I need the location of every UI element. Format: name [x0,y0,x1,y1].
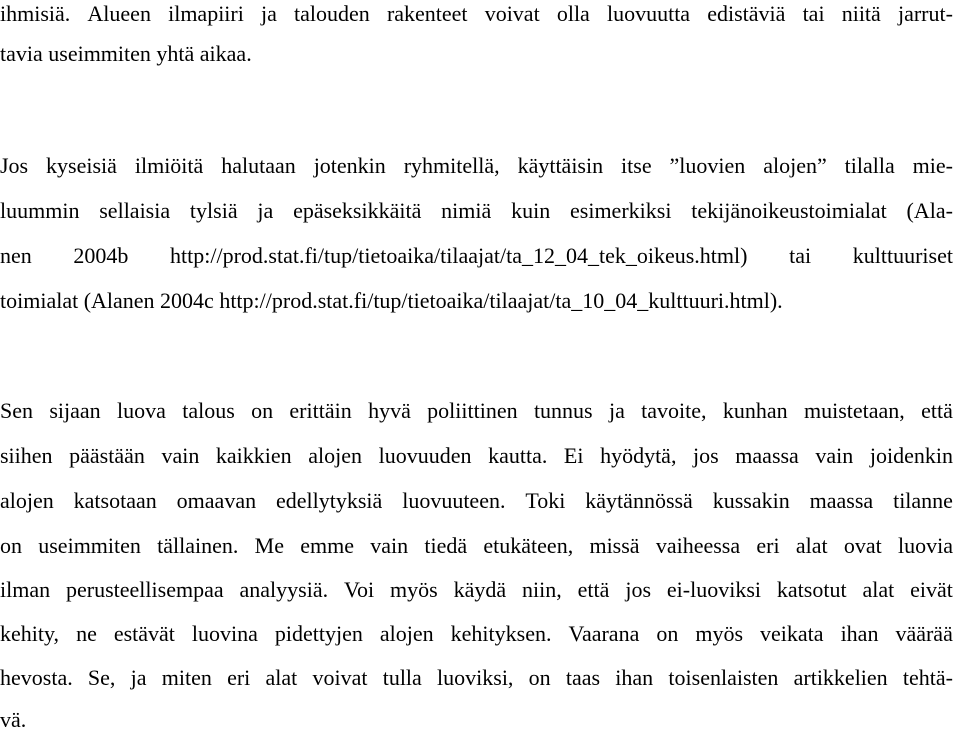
word: Se, [87,665,116,690]
word: ja [608,398,625,423]
word: Ei [563,443,584,468]
text-line [0,0,953,28]
word: hyödytä, [600,443,677,468]
text-line [0,152,953,180]
word: alojen [379,621,434,646]
word: pidettyjen [274,621,363,646]
word: alat [265,665,298,690]
word: jotenkin [313,153,386,178]
word: tulla [382,665,422,690]
word: analyysiä. [239,577,329,602]
word: Jos [0,153,29,178]
word: missä [589,533,640,558]
word: luoviksi, [437,665,514,690]
word: joidenkin [869,443,953,468]
text-line [0,576,953,604]
word: luovuuden [378,443,472,468]
word: erittäin [289,398,352,423]
word: että [577,577,610,602]
word: väärää [895,621,953,646]
word: toisenlaisten [668,665,779,690]
text-line: tavia useimmiten yhtä aikaa. [0,41,252,66]
word: kehityksen. [450,621,552,646]
word: halutaan [221,153,296,178]
word: taas [565,665,601,690]
word: ihmisiä. [0,1,71,26]
word: veikata [760,621,824,646]
word: maassa [735,443,799,468]
word: on [0,533,22,558]
word: on [656,621,679,646]
text-line [0,397,953,425]
word: useimmiten [38,533,141,558]
word: artikkelien [793,665,888,690]
word: ilman [0,577,51,602]
word: eri [227,665,251,690]
word: alat [795,533,828,558]
word: ovat [843,533,882,558]
word: katsotut [776,577,847,602]
word: emme [300,533,354,558]
word: poliittinen [427,398,518,423]
word: nimiä [441,198,492,223]
word: maassa [809,488,874,513]
word: sijaan [49,398,101,423]
word: luovia [897,533,953,558]
word: perusteellisempaa [66,577,224,602]
word: edellytyksiä [275,488,383,513]
word: (Ala- [906,198,953,223]
word: voivat [312,665,368,690]
word: myös [390,577,438,602]
word: Sen [0,398,33,423]
word: alojen [0,488,54,513]
word: hevosta. [0,665,73,690]
word: tai [789,243,812,268]
word: hyvä [368,398,411,423]
word: kyseisiä [46,153,117,178]
word: käyttäisin [517,153,604,178]
word: talouden [294,1,370,26]
word: estävät [113,621,175,646]
word: tehtä- [902,665,953,690]
word: on [251,398,274,423]
word: esimerkiksi [570,198,672,223]
word: kautta. [488,443,548,468]
word: mie- [912,153,953,178]
word: eivät [910,577,953,602]
word: Vaarana [568,621,640,646]
word: ja [130,665,147,690]
word: luovuuteen. [402,488,506,513]
text-line: vä. [0,707,27,732]
word: ilmapiiri [168,1,244,26]
word: tilalla [844,153,895,178]
word: kaikkien [215,443,292,468]
word: tavoite, [641,398,707,423]
word: vaiheessa [655,533,741,558]
text-line [0,620,953,648]
word: voivat [484,1,540,26]
text-line [0,197,953,225]
word: luummin [0,198,80,223]
word: että [921,398,953,423]
word: Voi [343,577,375,602]
word: sellaisia [99,198,171,223]
text-line [0,664,953,692]
word: päästään [69,443,145,468]
word: tilanne [893,488,953,513]
word: ilmiöitä [134,153,204,178]
word: http://prod.stat.fi/tup/tietoaika/tilaajat/ta_12_04_tek_oikeus.html) [170,243,748,268]
word: jos [693,443,719,468]
word: siihen [0,443,53,468]
word: kulttuuriset [852,243,953,268]
word: tiedä [424,533,468,558]
word: rakenteet [386,1,468,26]
word: kunhan [722,398,788,423]
word: luovina [191,621,258,646]
word: omaavan [176,488,257,513]
word: ryhmitellä, [403,153,500,178]
word: muistetaan, [803,398,905,423]
word: eri [756,533,780,558]
word: on [528,665,551,690]
word: jarrut- [897,1,953,26]
word: talous [182,398,235,423]
word: tunnus [533,398,593,423]
word: Alueen [87,1,151,26]
word: epäseksikkäitä [293,198,422,223]
text-line [0,242,953,270]
word: kuin [511,198,551,223]
word: etukäteen, [483,533,574,558]
word: ne [76,621,97,646]
word: nen [0,243,32,268]
word: tällainen. [157,533,239,558]
word: vain [370,533,409,558]
word: alojen [308,443,363,468]
word: Me [254,533,284,558]
word: ja [261,1,277,26]
word: ihan [615,665,654,690]
word: niitä [841,1,881,26]
word: niin, [522,577,562,602]
word: vain [815,443,854,468]
word: miten [161,665,212,690]
text-line: toimialat (Alanen 2004c http://prod.stat.fi/tup/tietoaika/tilaajat/ta_10_04_kulttuuri.html). [0,288,783,313]
text-line [0,487,953,515]
word: käytännössä [585,488,693,513]
word: ihan [840,621,879,646]
word: kehity, [0,621,60,646]
word: tekijänoikeustoimialat [691,198,887,223]
word: katsotaan [73,488,157,513]
word: vain [161,443,200,468]
word: itse [621,153,652,178]
text-line [0,532,953,560]
word: ”luovien [669,153,746,178]
word: edistäviä [707,1,786,26]
word: luovuutta [606,1,691,26]
text-line [0,442,953,470]
word: ei-luoviksi [666,577,762,602]
word: 2004b [73,243,129,268]
word: Toki [525,488,566,513]
word: alat [862,577,895,602]
word: jos [625,577,652,602]
word: olla [556,1,590,26]
word: alojen” [763,153,827,178]
word: ja [257,198,274,223]
word: tai [802,1,825,26]
word: kussakin [712,488,790,513]
word: myös [695,621,744,646]
word: luova [116,398,166,423]
word: tylsiä [189,198,238,223]
word: käydä [453,577,507,602]
